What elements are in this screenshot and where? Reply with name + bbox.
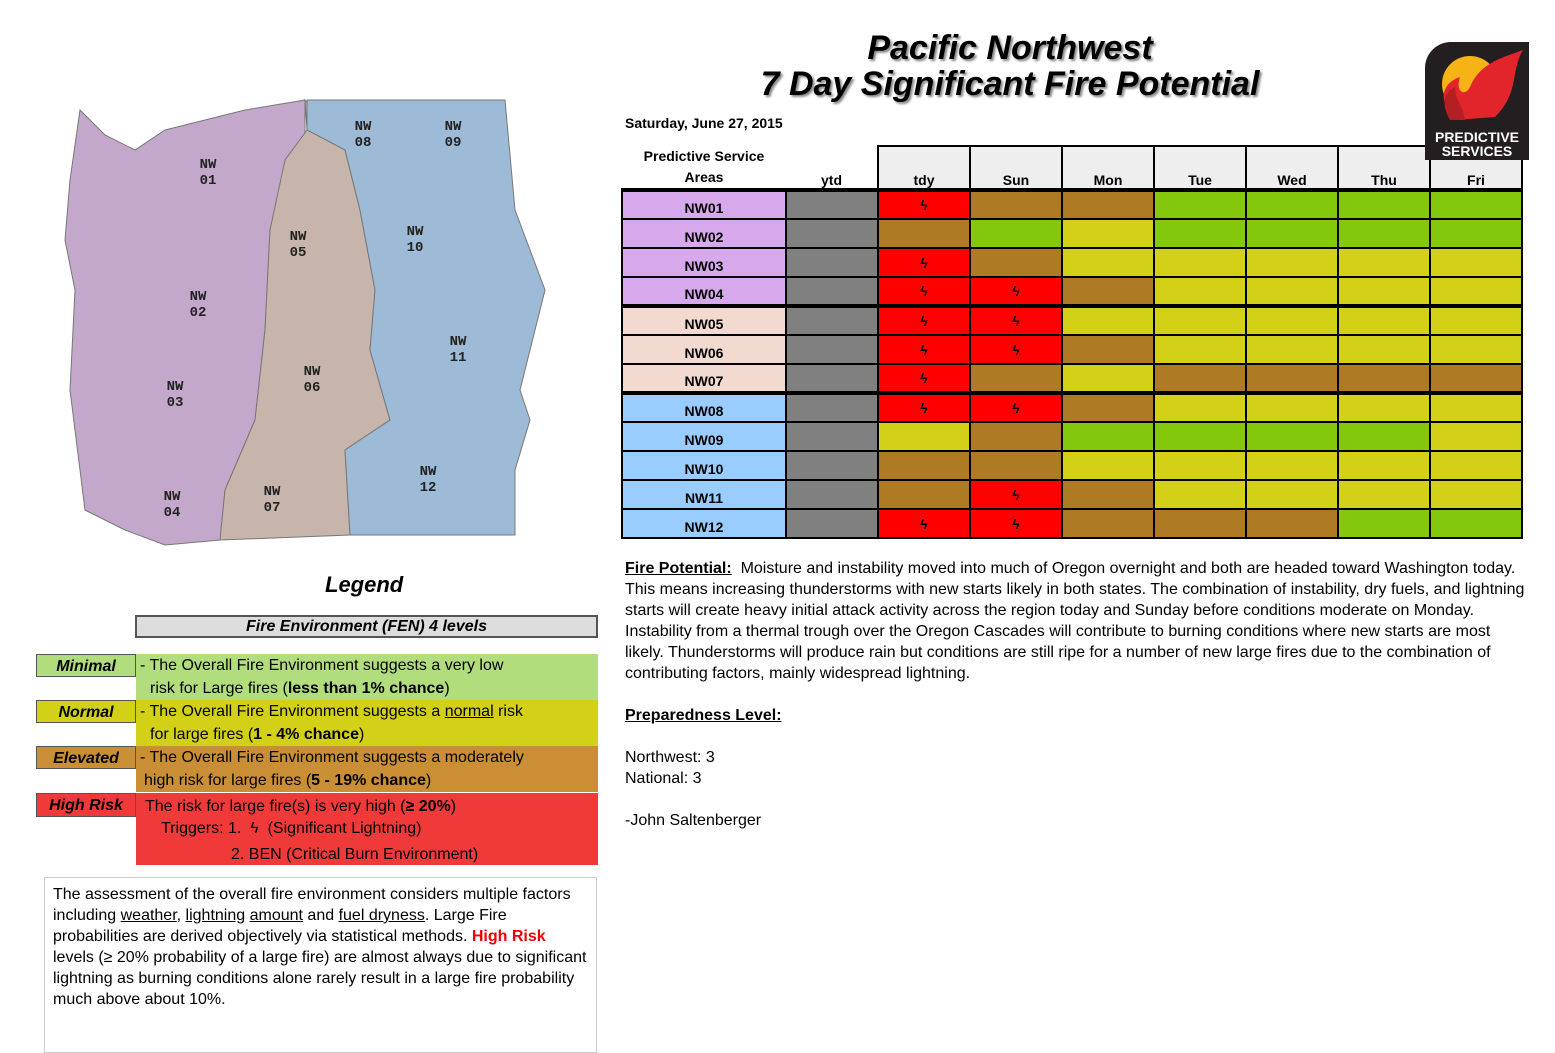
potential-cell-E xyxy=(1338,364,1430,393)
map-label: NW xyxy=(354,119,372,135)
ytd-cell xyxy=(786,422,878,451)
potential-cell-M xyxy=(1338,219,1430,248)
potential-cell-H xyxy=(970,277,1062,306)
potential-cell-N xyxy=(1338,306,1430,335)
potential-cell-H xyxy=(878,509,970,538)
lightning-bolt-icon: ϟ xyxy=(1012,283,1020,299)
area-cell: NW08 xyxy=(622,393,786,422)
fire-potential-body: Moisture and instability moved into much of Oregon overnight and both are headed toward Washington today. This means increasing thunderstorms with new starts likely in both states. The combination of instability, dry fuels, and lightning starts will create heavy initial attack activity across the region today and Sunday before conditions moderate on Monday. Instability from a thermal trough over the Oregon Cascades will contribute to burning conditions where new starts are most likely. Thunderstorms will produce rain but conditions are still ripe for a number of new large fires due to the combination of contributing factors, mainly widespread lightning. xyxy=(625,560,1525,682)
t: High Risk xyxy=(471,928,546,945)
preparedness-northwest: Northwest: 3 xyxy=(625,749,715,766)
legend-notch xyxy=(36,769,136,792)
lightning-bolt-icon: ϟ xyxy=(920,197,928,213)
potential-cell-E xyxy=(1062,277,1154,306)
map-label: 08 xyxy=(354,135,372,151)
potential-cell-N xyxy=(1154,248,1246,277)
fen-header: Fire Environment (FEN) 4 levels xyxy=(135,615,598,638)
t: risk for Large fires ( xyxy=(150,680,288,697)
map-label: NW xyxy=(199,157,217,173)
potential-cell-M xyxy=(1338,509,1430,538)
table-row xyxy=(622,248,1522,277)
potential-cell-N xyxy=(1062,364,1154,393)
potential-cell-E xyxy=(970,422,1062,451)
t: . Large Fire probabilities are derived objectively via statistical methods. xyxy=(53,907,507,945)
map-label: NW xyxy=(303,364,321,380)
predictive-services-logo xyxy=(1425,42,1529,160)
potential-cell-M xyxy=(1062,422,1154,451)
day-header: Wed xyxy=(1246,146,1338,190)
map-label: NW xyxy=(163,489,181,505)
t: amount xyxy=(249,907,303,924)
t: ) xyxy=(450,798,457,815)
table-row xyxy=(622,451,1522,480)
ytd-cell xyxy=(786,219,878,248)
potential-cell-N xyxy=(1246,480,1338,509)
lightning-bolt-icon: ϟ xyxy=(1012,313,1020,329)
potential-cell-H xyxy=(878,277,970,306)
potential-cell-M xyxy=(1430,509,1522,538)
t: ) xyxy=(425,772,432,789)
logo-text-2: SERVICES xyxy=(1441,143,1513,159)
t: The assessment of the overall fire environment considers multiple factors including xyxy=(53,886,571,924)
potential-cell-E xyxy=(970,451,1062,480)
lightning-bolt-icon: ϟ xyxy=(920,313,928,329)
potential-cell-N xyxy=(878,422,970,451)
day-header: Mon xyxy=(1062,146,1154,190)
map-label: 06 xyxy=(303,380,321,396)
map-label: 11 xyxy=(449,350,467,366)
t: - The Overall Fire Environment suggests a xyxy=(140,703,445,720)
ytd-cell xyxy=(786,190,878,219)
potential-cell-M xyxy=(1246,422,1338,451)
area-cell: NW11 xyxy=(622,480,786,509)
ytd-cell xyxy=(786,451,878,480)
t: ) xyxy=(358,726,365,743)
area-cell: NW04 xyxy=(622,277,786,306)
potential-cell-E xyxy=(1062,190,1154,219)
t: normal xyxy=(444,703,494,720)
potential-cell-H xyxy=(970,306,1062,335)
potential-cell-N xyxy=(1430,480,1522,509)
potential-cell-E xyxy=(1062,335,1154,364)
potential-cell-N xyxy=(1338,248,1430,277)
lightning-bolt-icon: ϟ xyxy=(920,400,928,416)
fire-potential-text xyxy=(625,558,1530,831)
area-cell: NW01 xyxy=(622,190,786,219)
ytd-cell xyxy=(786,509,878,538)
potential-cell-M xyxy=(1338,422,1430,451)
potential-cell-N xyxy=(1154,451,1246,480)
map-label: 02 xyxy=(189,305,207,321)
t: (Significant Lightning) xyxy=(267,820,422,837)
table-row xyxy=(622,364,1522,393)
t: lightning xyxy=(185,907,246,924)
potential-cell-E xyxy=(1430,364,1522,393)
area-cell: NW02 xyxy=(622,219,786,248)
potential-cell-N xyxy=(1154,277,1246,306)
map-label: NW xyxy=(449,334,467,350)
map-label: 04 xyxy=(163,505,181,521)
potential-cell-H xyxy=(878,306,970,335)
areas-header xyxy=(622,146,786,190)
lightning-bolt-icon: ϟ xyxy=(920,255,928,271)
potential-cell-N xyxy=(1062,248,1154,277)
potential-cell-N xyxy=(1062,219,1154,248)
potential-cell-H xyxy=(878,190,970,219)
t: risk xyxy=(493,703,523,720)
potential-cell-M xyxy=(1430,190,1522,219)
day-header: Tue xyxy=(1154,146,1246,190)
potential-cell-N xyxy=(1154,393,1246,422)
legend-elevated-line1: - The Overall Fire Environment suggests a moderately xyxy=(140,749,524,766)
map-label: NW xyxy=(444,119,462,135)
legend-title: Legend xyxy=(325,572,404,597)
t: fuel dryness xyxy=(338,907,425,924)
potential-cell-E xyxy=(1062,480,1154,509)
potential-cell-H xyxy=(970,335,1062,364)
potential-cell-N xyxy=(1154,335,1246,364)
day-header: Thu xyxy=(1338,146,1430,190)
ytd-cell xyxy=(786,306,878,335)
map-label: NW xyxy=(289,229,307,245)
area-cell: NW07 xyxy=(622,364,786,393)
t: , xyxy=(176,907,186,924)
preparedness-label: Preparedness Level: xyxy=(625,707,782,724)
lightning-bolt-icon: ϟ xyxy=(1012,342,1020,358)
potential-cell-N xyxy=(1338,335,1430,364)
potential-cell-H xyxy=(970,393,1062,422)
potential-cell-H xyxy=(878,248,970,277)
map-label: 12 xyxy=(419,480,437,496)
table-row xyxy=(622,422,1522,451)
areas-header-l1: Predictive Service xyxy=(643,148,765,164)
ytd-cell xyxy=(786,248,878,277)
area-cell: NW06 xyxy=(622,335,786,364)
map-label: NW xyxy=(419,464,437,480)
table-row xyxy=(622,509,1522,538)
legend-normal-label: Normal xyxy=(36,700,136,723)
legend-high-line3: 2. BEN (Critical Burn Environment) xyxy=(231,846,479,863)
lightning-bolt-icon: ϟ xyxy=(1012,516,1020,532)
potential-cell-E xyxy=(1062,509,1154,538)
t: ≥ 20% xyxy=(405,798,451,815)
map-label: 05 xyxy=(289,245,307,261)
potential-cell-H xyxy=(878,393,970,422)
potential-cell-N xyxy=(1430,248,1522,277)
t: high risk for large fires ( xyxy=(144,772,312,789)
t: The risk for large fire(s) is very high ( xyxy=(145,798,406,815)
area-cell: NW09 xyxy=(622,422,786,451)
map-label: NW xyxy=(166,379,184,395)
t: and xyxy=(302,907,339,924)
area-cell: NW10 xyxy=(622,451,786,480)
areas-header-l2: Areas xyxy=(684,169,724,185)
potential-cell-E xyxy=(970,364,1062,393)
t: for large fires ( xyxy=(150,726,254,743)
area-cell: NW12 xyxy=(622,509,786,538)
potential-cell-N xyxy=(1430,451,1522,480)
map-label: 03 xyxy=(166,395,184,411)
potential-cell-N xyxy=(1246,248,1338,277)
potential-cell-E xyxy=(1154,364,1246,393)
potential-cell-N xyxy=(1430,393,1522,422)
ytd-cell xyxy=(786,335,878,364)
potential-cell-N xyxy=(1246,451,1338,480)
potential-cell-N xyxy=(1246,335,1338,364)
lightning-bolt-icon: ϟ xyxy=(920,516,928,532)
day-header: Fri xyxy=(1430,146,1522,190)
table-row xyxy=(622,277,1522,306)
potential-cell-E xyxy=(970,248,1062,277)
potential-cell-M xyxy=(1246,190,1338,219)
t: weather xyxy=(120,907,177,924)
potential-cell-M xyxy=(1246,219,1338,248)
fire-potential-table xyxy=(621,145,1523,539)
potential-cell-E xyxy=(878,219,970,248)
lightning-bolt-icon: ϟ xyxy=(1012,487,1020,503)
potential-cell-N xyxy=(1430,335,1522,364)
title-line1: Pacific Northwest xyxy=(867,29,1153,67)
day-header: tdy xyxy=(878,146,970,190)
t: ) xyxy=(444,680,450,697)
lightning-bolt-icon: ϟ xyxy=(920,342,928,358)
table-row xyxy=(622,190,1522,219)
potential-cell-M xyxy=(1154,190,1246,219)
potential-cell-E xyxy=(1062,393,1154,422)
potential-cell-M xyxy=(1154,422,1246,451)
legend-high-label: High Risk xyxy=(36,793,136,817)
ytd-cell xyxy=(786,277,878,306)
preparedness-national: National: 3 xyxy=(625,770,702,787)
legend-elevated-label: Elevated xyxy=(36,746,136,769)
t: levels (≥ 20% probability of a large fire) are almost always due to significant lightning as burning conditions alone rarely result in a large fire probability much above about 10%. xyxy=(53,949,587,1008)
lightning-bolt-icon: ϟ xyxy=(245,820,264,837)
map-label: 07 xyxy=(263,500,281,516)
map-label: 01 xyxy=(199,173,217,189)
legend-notch xyxy=(36,723,136,746)
potential-cell-N xyxy=(1062,451,1154,480)
potential-cell-M xyxy=(1338,190,1430,219)
legend-minimal-label: Minimal xyxy=(36,654,136,677)
legend-notch xyxy=(36,817,136,865)
potential-cell-N xyxy=(1430,306,1522,335)
potential-cell-E xyxy=(878,451,970,480)
potential-cell-E xyxy=(1246,364,1338,393)
title-line2: 7 Day Significant Fire Potential xyxy=(760,65,1260,103)
potential-cell-E xyxy=(970,190,1062,219)
area-cell: NW05 xyxy=(622,306,786,335)
potential-cell-N xyxy=(1338,393,1430,422)
potential-cell-H xyxy=(970,509,1062,538)
map-label: 10 xyxy=(406,240,424,256)
lightning-bolt-icon: ϟ xyxy=(1012,400,1020,416)
ytd-cell xyxy=(786,480,878,509)
potential-cell-H xyxy=(878,335,970,364)
potential-cell-N xyxy=(1246,306,1338,335)
fire-potential-label: Fire Potential: xyxy=(625,560,732,577)
flame-icon xyxy=(1425,42,1529,122)
t: 5 - 19% chance xyxy=(311,772,426,789)
map-label: NW xyxy=(263,484,281,500)
potential-cell-M xyxy=(1154,219,1246,248)
potential-cell-N xyxy=(1430,422,1522,451)
map-label: NW xyxy=(189,289,207,305)
map-label: NW xyxy=(406,224,424,240)
potential-cell-N xyxy=(1338,480,1430,509)
table-row xyxy=(622,306,1522,335)
potential-cell-N xyxy=(1338,451,1430,480)
table-row xyxy=(622,480,1522,509)
legend-notch xyxy=(36,677,136,700)
potential-cell-N xyxy=(1338,277,1430,306)
potential-cell-N xyxy=(1062,306,1154,335)
potential-cell-H xyxy=(878,364,970,393)
page-title xyxy=(700,30,1320,102)
potential-cell-E xyxy=(1246,509,1338,538)
t: Triggers: 1. xyxy=(161,820,242,837)
ytd-header: ytd xyxy=(821,172,842,188)
assessment-note xyxy=(44,877,597,1053)
potential-cell-M xyxy=(970,219,1062,248)
signature: -John Saltenberger xyxy=(625,812,762,829)
potential-cell-M xyxy=(1430,219,1522,248)
legend-minimal-line1: - The Overall Fire Environment suggests a very low xyxy=(140,657,504,674)
table-row xyxy=(622,219,1522,248)
potential-cell-E xyxy=(878,480,970,509)
potential-cell-N xyxy=(1154,480,1246,509)
ytd-cell xyxy=(786,364,878,393)
area-cell: NW03 xyxy=(622,248,786,277)
potential-cell-N xyxy=(1246,393,1338,422)
logo-text-1: PREDICTIVE xyxy=(1434,129,1519,145)
potential-cell-N xyxy=(1430,277,1522,306)
lightning-bolt-icon: ϟ xyxy=(920,283,928,299)
t: 1 - 4% chance xyxy=(253,726,359,743)
t: less than 1% chance xyxy=(287,680,445,697)
map-label: 09 xyxy=(444,135,462,151)
lightning-bolt-icon: ϟ xyxy=(920,370,928,386)
potential-cell-H xyxy=(970,480,1062,509)
potential-cell-N xyxy=(1246,277,1338,306)
day-header: Sun xyxy=(970,146,1062,190)
ytd-cell xyxy=(786,393,878,422)
psa-map xyxy=(45,90,555,550)
table-row xyxy=(622,335,1522,364)
potential-cell-E xyxy=(1154,509,1246,538)
potential-cell-N xyxy=(1154,306,1246,335)
table-row xyxy=(622,393,1522,422)
date: Saturday, June 27, 2015 xyxy=(625,115,783,131)
